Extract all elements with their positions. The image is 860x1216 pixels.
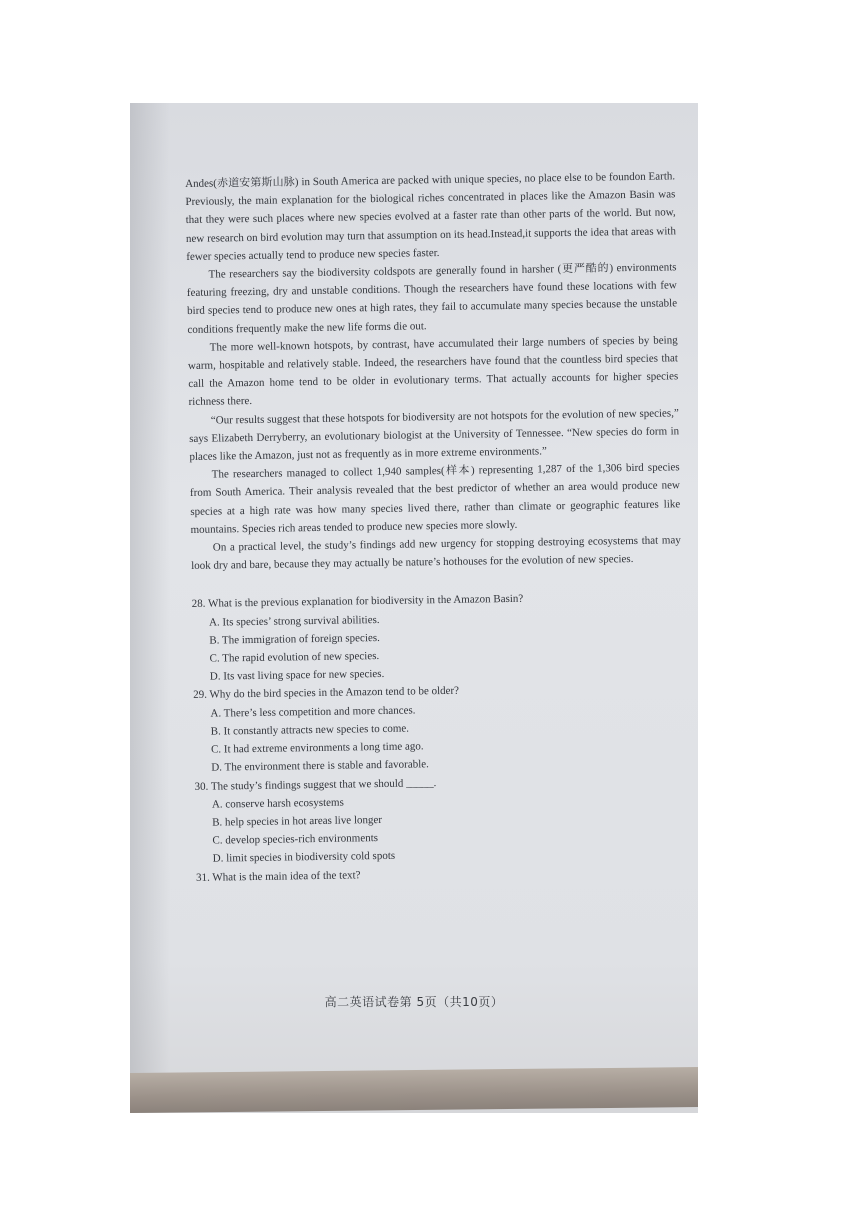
passage-paragraph: On a practical level, the study’s findings add new urgency for stopping destroying ecosystems that may look dry and bare, because they may actually be nature’s hothouses for the evolution of new species. — [191, 534, 681, 573]
paper-shadow — [130, 103, 170, 1113]
option-a: A. Its species’ strong survival abilities. — [208, 613, 380, 629]
option-b: B. It constantly attracts new species to come. — [210, 722, 410, 738]
table-edge — [130, 1067, 698, 1113]
question-stem: 29. Why do the bird species in the Amazon tend to be older? — [193, 685, 460, 702]
exam-page-text — [185, 167, 686, 886]
passage-paragraph: The more well-known hotspots, by contrast, have accumulated their large numbers of species by being warm, hospitable and relatively stable. Indeed, the researchers have found that the countless bird species that call the Amazon home tend to be older in evolutionary terms. That actually accounts for higher species richness there. — [187, 334, 679, 409]
passage-paragraph: “Our results suggest that these hotspots for biodiversity are not hotspots for the evolution of new species,” says Elizabeth Derryberry, an evolutionary biologist at the University of Tennessee. “New species do form in places like the Amazon, just not as frequently as in more extreme environments.” — [189, 406, 680, 464]
passage-paragraph: Andes(赤道安第斯山脉) in South America are packed with unique species, no place else to be foundon Earth. Previously, the main explanation for the biological riches concentrated in places like the Amazon Basin was that they were such places where new species evolved at a faster rate than other parts of the world. But now, new research on bird evolution may turn that assumption on its head.Instead,it supports the idea that areas with fewer species actually tend to produce new species faster. — [185, 170, 677, 263]
option-b: B. help species in hot areas live longer — [212, 813, 383, 829]
question-list — [192, 588, 687, 887]
passage-paragraph: The researchers managed to collect 1,940 samples(样本) representing 1,287 of the 1,306 bird species from South America. Their analysis revealed that the best predictor of whether an area would produce new species at a high rate was how many species lived there, rather than climate or geographic features like mountains. Species rich areas tended to produce new species more slowly. — [189, 461, 681, 536]
option-d: D. The environment there is stable and favorable. — [211, 758, 429, 774]
question-28 — [192, 588, 683, 687]
question-stem: 31. What is the main idea of the text? — [195, 868, 361, 884]
question-stem: 28. What is the previous explanation for biodiversity in the Amazon Basin? — [191, 593, 524, 611]
option-b: B. The immigration of foreign species. — [209, 631, 380, 647]
question-stem: 30. The study’s findings suggest that we should _____. — [194, 776, 437, 793]
option-a: A. There’s less competition and more chances. — [210, 704, 416, 720]
page-footer: 高二英语试卷第 5页（共10页） — [324, 995, 504, 1009]
option-d: D. Its vast living space for new species. — [209, 668, 385, 683]
option-a: A. conserve harsh ecosystems — [211, 796, 344, 811]
question-29 — [193, 679, 684, 778]
option-d: D. limit species in biodiversity cold spots — [212, 850, 396, 865]
option-c: C. The rapid evolution of new species. — [209, 650, 380, 665]
option-c: C. develop species-rich environments — [212, 832, 379, 847]
reading-passage — [185, 167, 681, 575]
option-c: C. It had extreme environments a long time ago. — [210, 740, 424, 756]
passage-paragraph: The researchers say the biodiversity coldspots are generally found in harsher (更严酷的) environments featuring freezing, dry and unstable conditions. Though the researchers have found these locations with few bird species tend to produce new ones at high rates, they fail to accumulate many species because the unstable conditions frequently make the new life forms die out. — [186, 261, 678, 336]
question-30 — [194, 770, 685, 869]
